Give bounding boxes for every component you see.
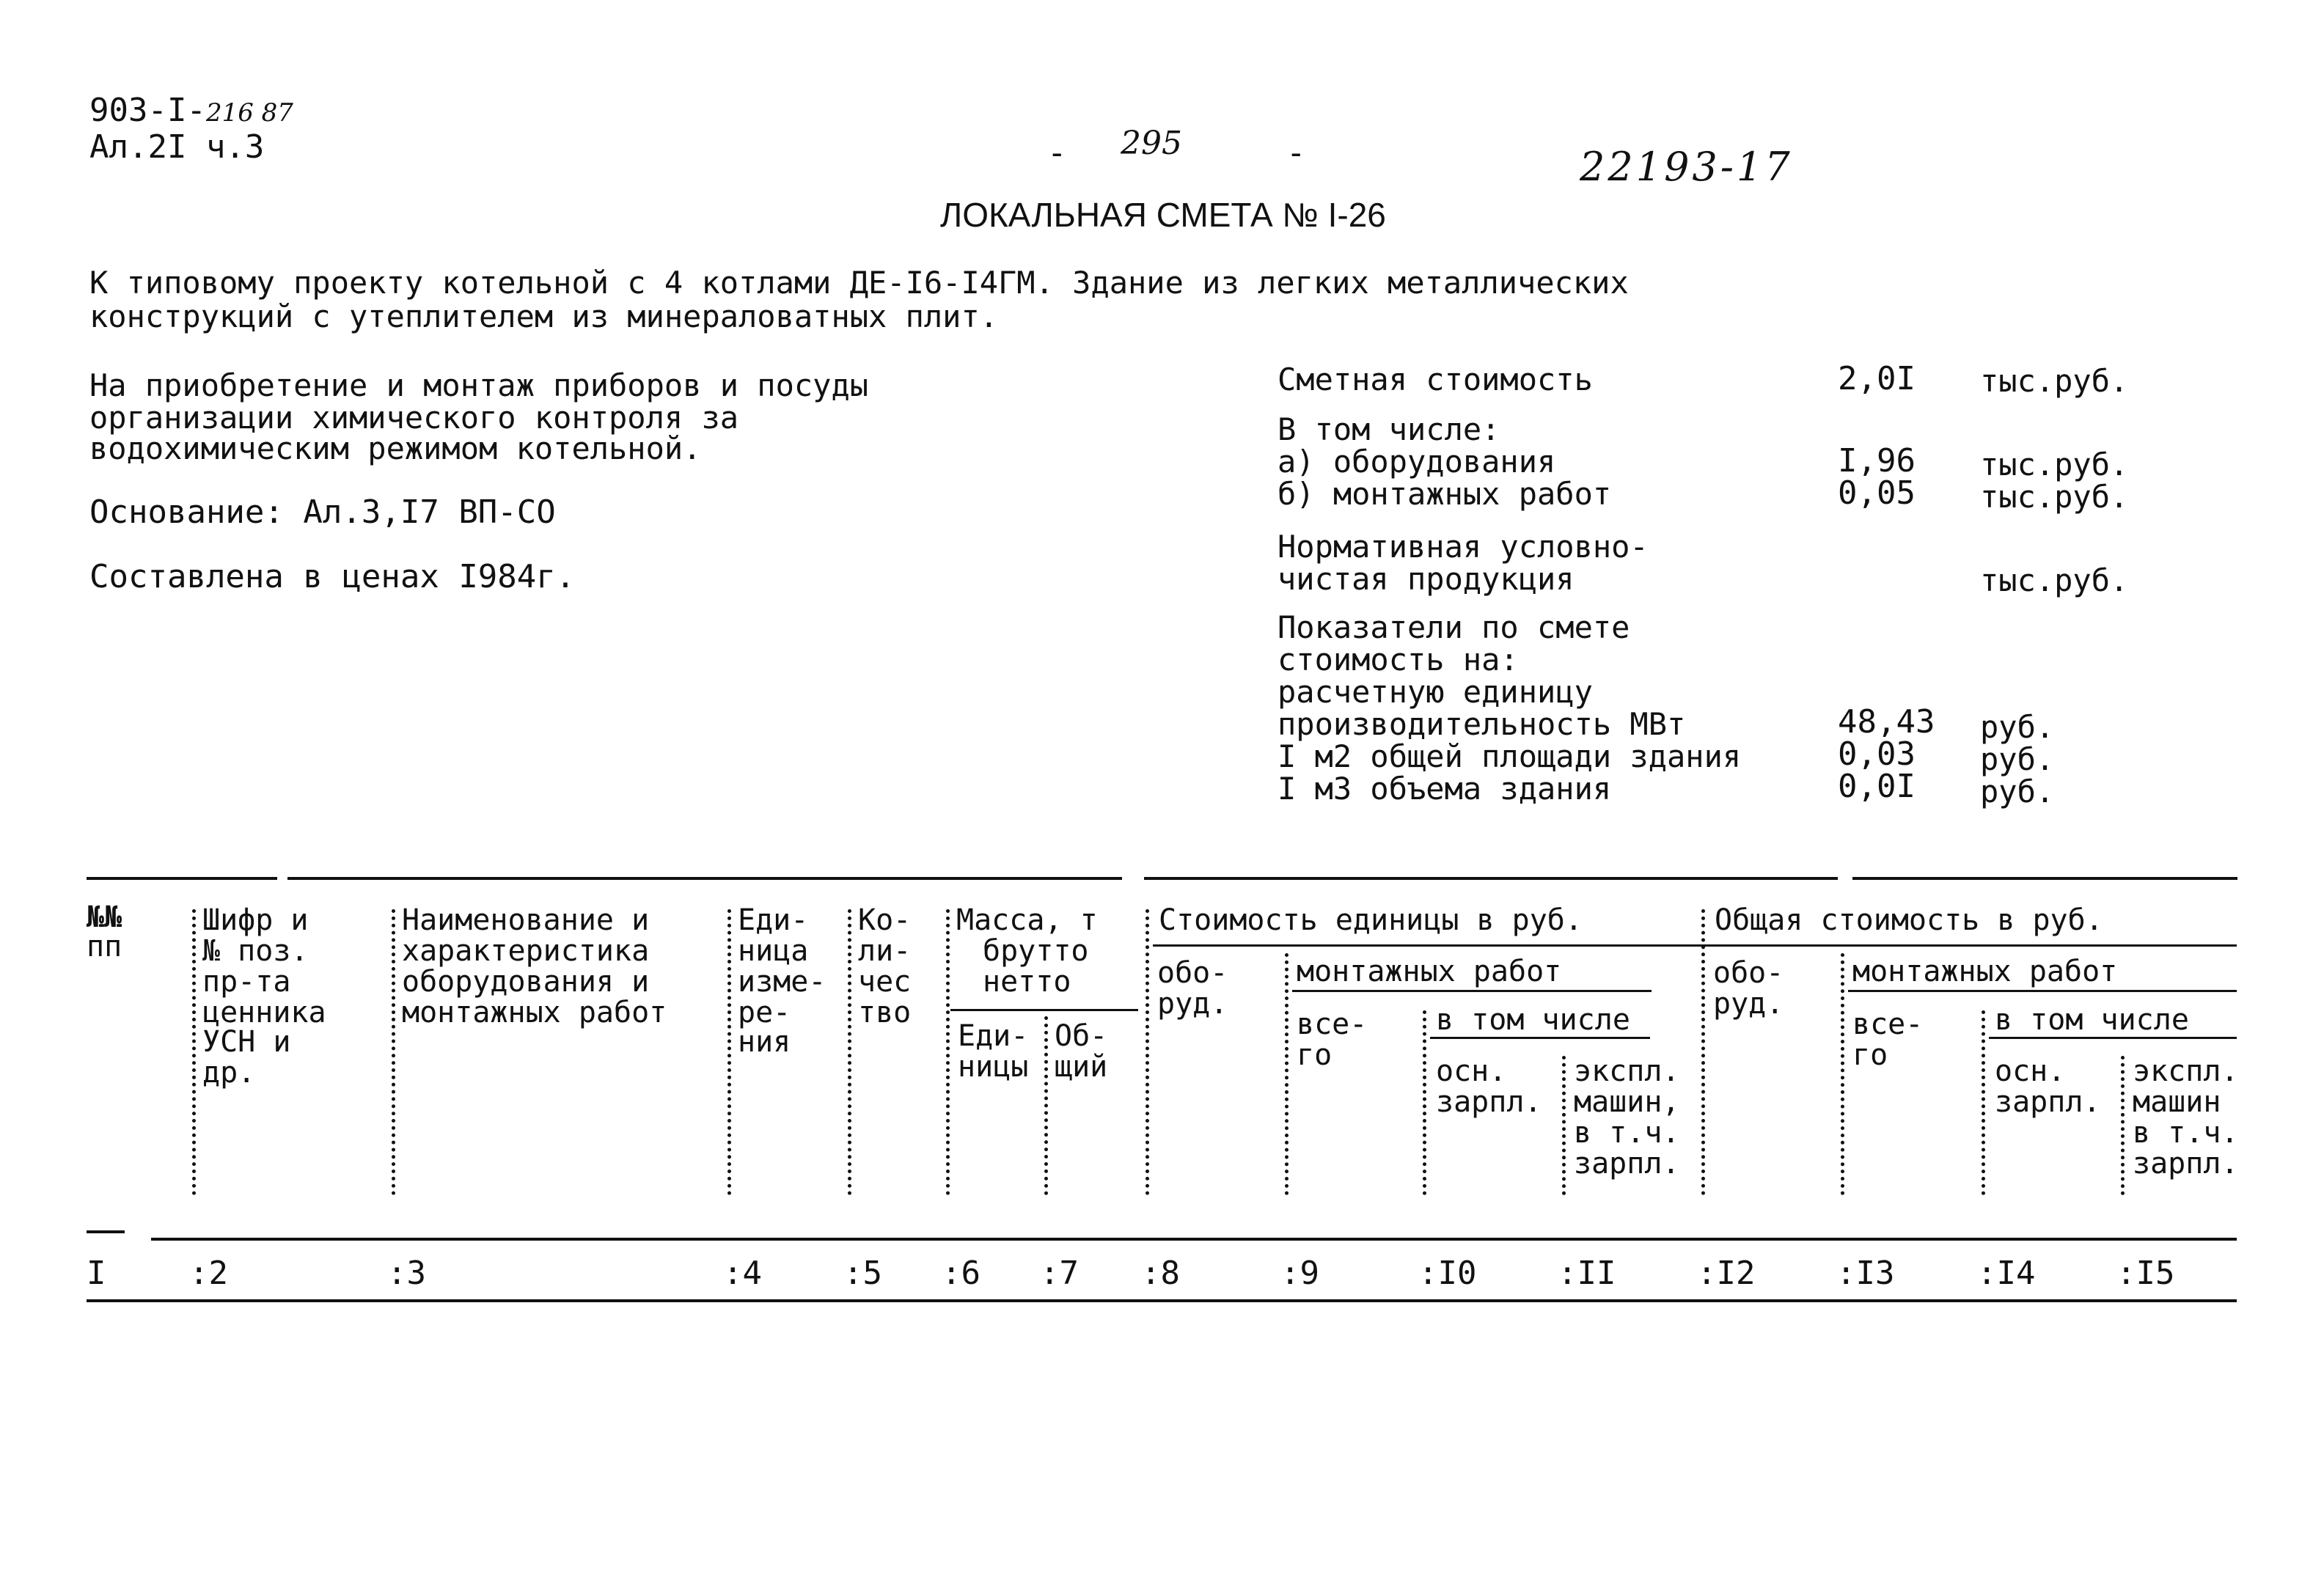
mass-unit-header-1: Еди- [958,1019,1029,1053]
project-code [89,94,293,130]
col-sep-8 [1145,909,1149,1195]
equipment-unit: тыс.руб. [1980,447,2129,482]
col5-header-3: чес [858,965,912,999]
col2-header-4: ценника [202,996,326,1029]
col4-header-5: ния [738,1025,791,1059]
number-row-bottom-rule [87,1299,2237,1302]
col1-header-1: №№ [87,900,122,934]
col4-header-4: ре- [738,996,791,1029]
purpose-line-2: организации химического контроля за [89,400,739,436]
indicators-line-3: расчетную единицу [1278,674,1593,710]
page-number: 295 [1121,125,1182,162]
col-number-4: 4 [742,1255,762,1292]
total-machines-header-2: машин [2133,1085,2221,1119]
col-number-12: I2 [1716,1255,1756,1292]
normative-line-1: Нормативная условно- [1278,529,1649,565]
indicators-line-1: Показатели по смете [1278,609,1630,645]
page-dash-left: - [1047,134,1067,172]
total-machines-header-4: зарпл. [2133,1147,2239,1181]
col3-header-2: характеристика [402,934,650,968]
basis: Основание: Ал.3,I7 ВП-СО [89,493,556,531]
total-total-header-2: го [1852,1038,1888,1072]
indicators-line-2: стоимость на: [1278,642,1519,678]
col-sep-3 [392,909,395,1195]
unit-wages-header-1: осн. [1436,1054,1507,1088]
col-number-6: 6 [961,1255,980,1292]
volume-unit: руб. [1980,774,2055,809]
volume-label: I м3 объема здания [1278,771,1612,807]
project-code-printed: 903-I- [89,92,206,129]
col-number-7: 7 [1059,1255,1079,1292]
col-number-13: I3 [1855,1255,1895,1292]
mass-header-1: Масса, т [956,903,1098,937]
price-base: Составлена в ценах I984г. [89,558,576,595]
project-code-handwritten: 216 87 [205,98,293,128]
unit-machines-header-3: в т.ч. [1574,1116,1680,1150]
mass-header-3: нетто [983,965,1071,999]
area-value: 0,03 [1838,735,1916,773]
col-number-9: 9 [1300,1255,1319,1292]
install-underline-a [1292,990,1652,992]
unit-total-header-1: все- [1297,1007,1368,1041]
col-sep-13 [1841,953,1844,1195]
unit-machines-header-4: зарпл. [1574,1147,1680,1181]
page-title: ЛОКАЛЬНАЯ СМЕТА № I-26 [940,196,1386,234]
total-incl-title: в том числе [1995,1003,2189,1037]
volume-value: 0,0I [1838,768,1916,805]
unit-equip-header-1: обо- [1157,956,1228,990]
capacity-unit: руб. [1980,709,2055,745]
table-top-rule-2 [287,877,1122,880]
col5-header-4: тво [858,996,912,1029]
col-sep-10 [1423,1010,1426,1195]
install-underline-b [1848,990,2237,992]
total-machines-header-1: экспл. [2133,1054,2239,1088]
col2-header-2: № поз. [202,934,309,968]
normative-unit: тыс.руб. [1980,562,2129,598]
col-sep-5 [848,909,851,1195]
col4-header-1: Еди- [738,903,809,937]
intro-line-2: конструкций с утеплителем из минераловатных плит. [89,298,999,334]
col-number-10: I0 [1437,1255,1477,1292]
unit-machines-header-2: машин, [1574,1085,1680,1119]
col-sep-7 [1044,1016,1048,1195]
mass-unit-header-2: ницы [958,1050,1029,1084]
col-number-14: I4 [1996,1255,2036,1292]
equipment-value: I,96 [1838,442,1916,480]
intro-line-1: К типовому проекту котельной с 4 котлами ДЕ-I6-I4ГМ. Здание из легких металлических [89,265,1629,301]
col5-header-2: ли- [858,934,912,968]
col2-header-6: др. [202,1056,256,1090]
number-row-top-rule-1 [87,1230,125,1233]
total-wages-header-1: осн. [1995,1054,2066,1088]
col-sep-6 [946,909,950,1195]
installation-value: 0,05 [1838,474,1916,512]
total-equip-header-1: обо- [1713,956,1784,990]
number-row-top-rule-2 [151,1238,2237,1241]
col-sep-15 [2121,1056,2125,1195]
unit-machines-header-1: экспл. [1574,1054,1680,1088]
col1-header-2: пп [87,930,122,963]
total-total-header-1: все- [1852,1007,1924,1041]
page-dash-right: - [1286,134,1306,172]
table-top-rule-1 [87,877,277,880]
purpose-line-3: водохимическим режимом котельной. [89,430,702,466]
table-top-rule-4 [1852,877,2237,880]
col2-header-3: пр-та [202,965,291,999]
col3-header-3: оборудования и [402,965,650,999]
unit-equip-header-2: руд. [1157,987,1228,1021]
mass-total-header-2: щий [1055,1050,1108,1084]
table-top-rule-3 [1144,877,1838,880]
area-unit: руб. [1980,741,2055,777]
unit-total-header-2: го [1297,1038,1333,1072]
col-number-8: 8 [1160,1255,1180,1292]
col-sep-14 [1982,1010,1985,1195]
col-number-3: 3 [406,1255,426,1292]
col-number-2: 2 [208,1255,228,1292]
estimated-cost-value: 2,0I [1838,360,1916,397]
installation-unit: тыс.руб. [1980,479,2129,515]
document-number: 22193-17 [1580,144,1793,190]
capacity-label: производительность МВт [1278,706,1686,742]
album-reference: Ал.2I ч.3 [89,128,265,166]
col3-header-4: монтажных работ [402,996,667,1029]
total-wages-header-2: зарпл. [1995,1085,2101,1119]
incl-underline-a [1430,1037,1650,1039]
including-label: В том числе: [1278,411,1500,447]
purpose-line-1: На приобретение и монтаж приборов и посуды [89,367,869,403]
estimated-cost-label: Сметная стоимость [1278,361,1593,397]
col-number-1: I [87,1255,106,1292]
unit-incl-title: в том числе [1436,1003,1630,1037]
total-equip-header-2: руд. [1713,987,1784,1021]
unit-cost-title: Стоимость единицы в руб. [1159,903,1583,937]
col-number-5: 5 [862,1255,882,1292]
mass-underline [950,1009,1138,1011]
mass-total-header-1: Об- [1055,1019,1108,1053]
estimated-cost-unit: тыс.руб. [1980,363,2129,399]
col-sep-12 [1701,909,1705,1195]
col-sep-4 [727,909,731,1195]
col3-header-1: Наименование и [402,903,650,937]
col-sep-9 [1285,953,1289,1195]
col-sep-2 [192,909,196,1195]
unit-wages-header-2: зарпл. [1436,1085,1542,1119]
equipment-label: а) оборудования [1278,444,1556,480]
col2-header-1: Шифр и [202,903,309,937]
col-sep-11 [1562,1056,1566,1195]
col-number-15: I5 [2136,1255,2175,1292]
capacity-value: 48,43 [1838,703,1935,741]
col-number-11: II [1577,1255,1616,1292]
incl-underline-b [1989,1037,2237,1039]
mass-header-2: брутто [983,934,1089,968]
unit-cost-underline [1153,944,2237,947]
total-install-title: монтажных работ [1852,955,2118,988]
normative-line-2: чистая продукция [1278,561,1575,597]
total-machines-header-3: в т.ч. [2133,1116,2239,1150]
col4-header-2: ница [738,934,809,968]
col5-header-1: Ко- [858,903,912,937]
col2-header-5: УСН и [202,1025,291,1059]
unit-install-title: монтажных работ [1297,955,1562,988]
area-label: I м2 общей площади здания [1278,738,1742,774]
total-cost-title: Общая стоимость в руб. [1715,903,2103,937]
installation-label: б) монтажных работ [1278,476,1612,512]
col4-header-3: изме- [738,965,826,999]
